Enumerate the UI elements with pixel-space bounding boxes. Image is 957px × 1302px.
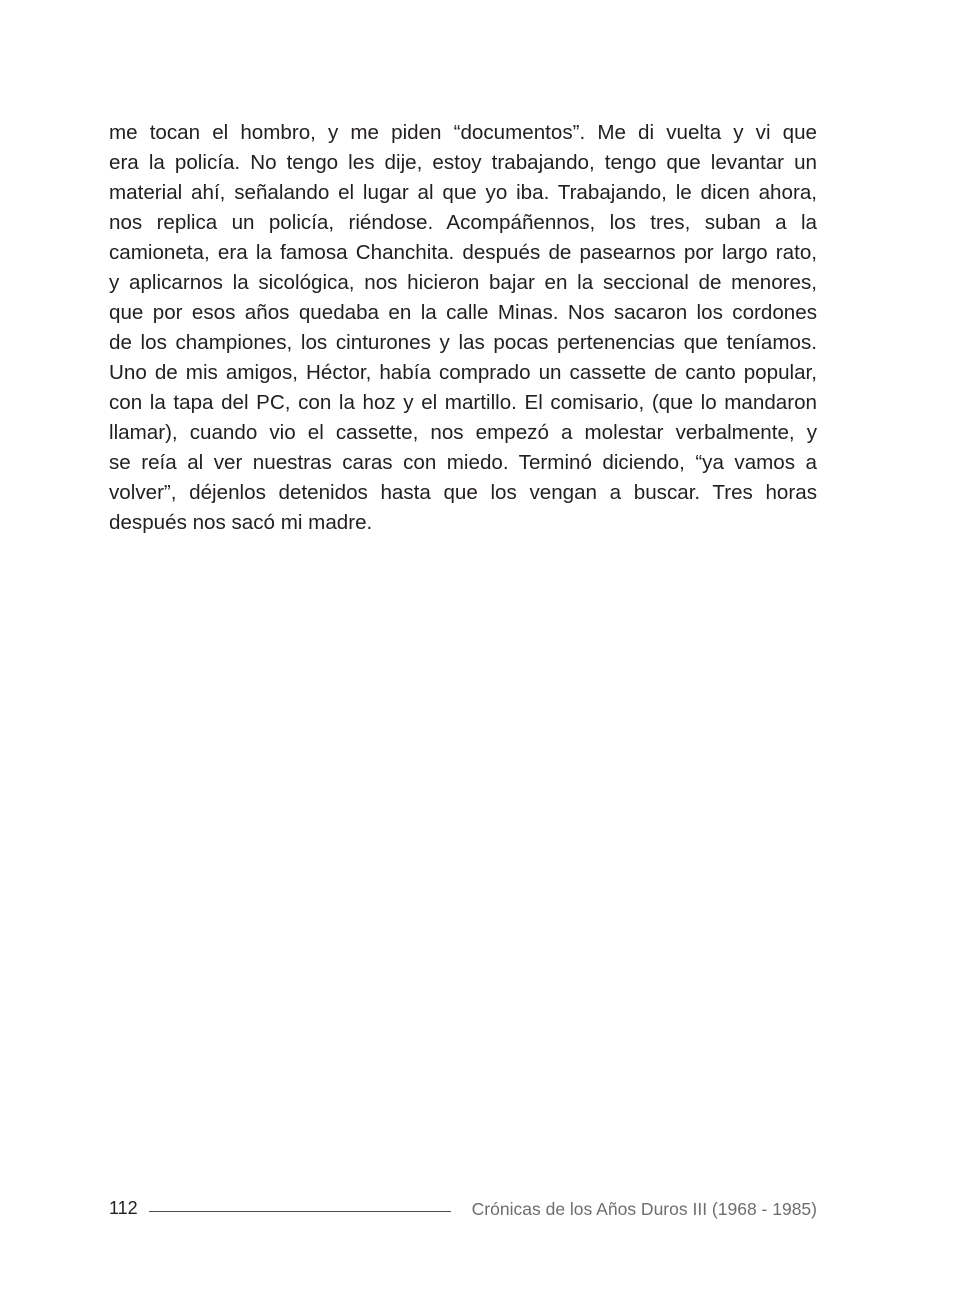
paragraph-line: se reía al ver nuestras caras con miedo. Terminó diciendo, “ya vamos a [109, 451, 817, 474]
paragraph-line: y aplicarnos la sicológica, nos hicieron bajar en la seccional de menores, [109, 271, 817, 294]
paragraph-line: Uno de mis amigos, Héctor, había comprado un cassette de canto popular, [109, 361, 817, 384]
running-book-title: Crónicas de los Años Duros III (1968 - 1985) [471, 1199, 817, 1219]
footer-divider [149, 1211, 451, 1212]
page-footer [109, 1194, 817, 1224]
paragraph-line: de los championes, los cinturones y las pocas pertenencias que teníamos. [109, 331, 817, 354]
paragraph-line: que por esos años quedaba en la calle Minas. Nos sacaron los cordones [109, 301, 817, 324]
paragraph-line: nos replica un policía, riéndose. Acompáñennos, los tres, suban a la [109, 211, 817, 234]
paragraph-line: llamar), cuando vio el cassette, nos empezó a molestar verbalmente, y [109, 421, 817, 444]
paragraph-line: camioneta, era la famosa Chanchita. después de pasearnos por largo rato, [109, 241, 817, 264]
page-number: 112 [109, 1198, 138, 1218]
body-paragraph [109, 118, 817, 538]
paragraph-line: después nos sacó mi madre. [109, 511, 373, 534]
paragraph-line: con la tapa del PC, con la hoz y el martillo. El comisario, (que lo mandaron [109, 391, 817, 414]
paragraph-line: me tocan el hombro, y me piden “documentos”. Me di vuelta y vi que [109, 121, 817, 144]
paragraph-line: volver”, déjenlos detenidos hasta que los vengan a buscar. Tres horas [109, 481, 817, 504]
paragraph-line: material ahí, señalando el lugar al que yo iba. Trabajando, le dicen ahora, [109, 181, 817, 204]
paragraph-line: era la policía. No tengo les dije, estoy trabajando, tengo que levantar un [109, 151, 817, 174]
